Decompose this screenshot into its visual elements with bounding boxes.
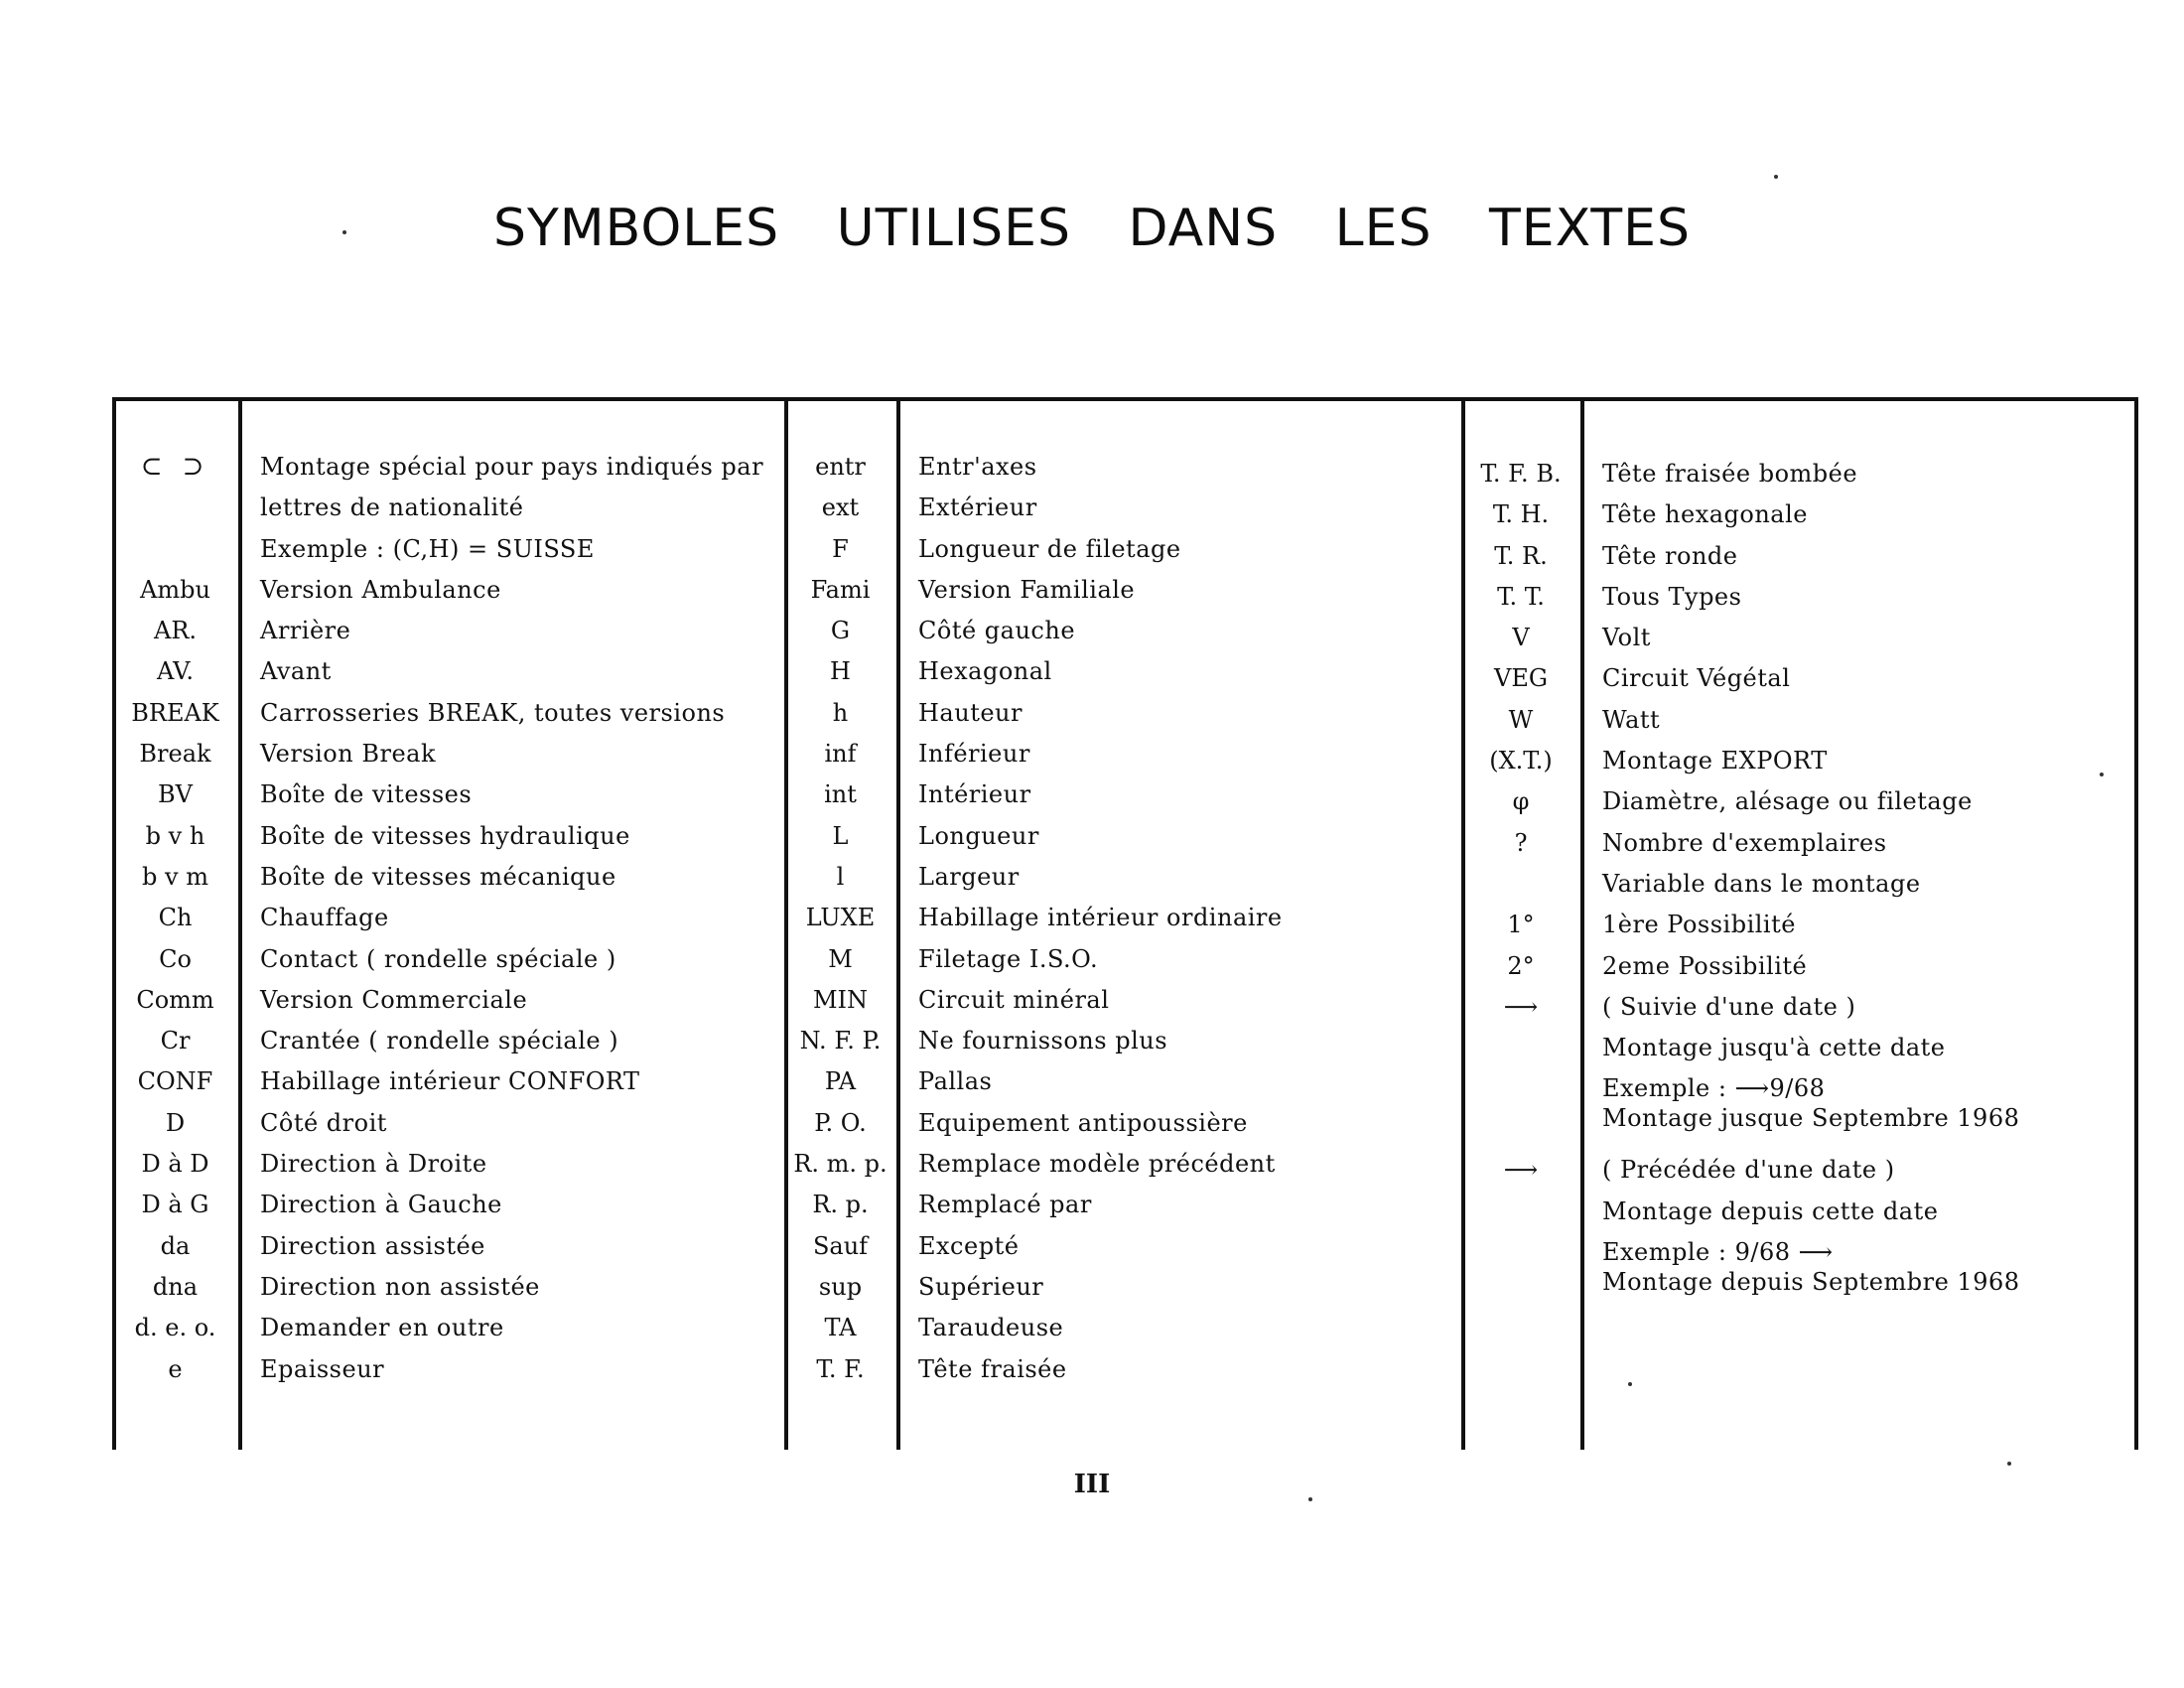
table-row [784,821,1283,862]
row-symbol: P. O. [814,1108,867,1137]
table-row [1461,705,2020,746]
table-row [112,1190,763,1230]
scan-speck [2007,1462,2011,1466]
table-row [112,985,763,1026]
table-row [112,616,763,656]
table-row [784,985,1283,1026]
scan-speck [2100,773,2104,776]
row-symbol: V [1512,624,1530,652]
row-desc: Contact ( rondelle spéciale ) [260,944,616,973]
row-desc: 2eme Possibilité [1602,951,1808,980]
row-desc: Excepté [918,1231,1020,1260]
table-row [112,1026,763,1066]
row-symbol: Sauf [812,1231,869,1260]
diameter-icon: φ [1512,787,1530,816]
row-symbol: D à D [141,1150,209,1179]
row-symbol: PA [824,1067,857,1096]
row-symbol: BREAK [131,698,219,727]
row-symbol: T. R. [1494,541,1548,570]
table-row [112,944,763,985]
table-row [1461,1237,2020,1267]
row-desc: Montage jusque Septembre 1968 [1602,1104,2020,1133]
table-row [112,903,763,943]
table-row [1461,910,2020,950]
row-symbol: BV [158,780,193,809]
table-row [784,1313,1283,1353]
row-desc: Inférieur [918,740,1030,769]
row-symbol: Ambu [140,575,210,604]
row-symbol: Cr [160,1027,191,1055]
row-desc: Tous Types [1602,582,1742,611]
table-row [112,1272,763,1313]
row-symbol: AR. [153,617,198,645]
table-row [784,1108,1283,1149]
table-row [1461,541,2020,582]
row-desc: Hexagonal [918,657,1052,686]
row-desc: Exemple : ⟶9/68 [1602,1074,1826,1103]
table-row [112,534,763,575]
row-desc: Montage EXPORT [1602,747,1828,775]
row-desc: Tête ronde [1602,541,1738,570]
row-desc: Avant [260,657,332,686]
table-row [1461,869,2020,910]
row-symbol: T. F. [816,1354,865,1383]
scan-speck [342,230,346,234]
bracket-icon: ⊂ ⊃ [140,452,210,482]
table-row [784,698,1283,739]
table-row [784,575,1283,616]
row-desc: Direction assistée [260,1231,485,1260]
row-symbol: h [832,698,849,727]
table-row [112,1066,763,1107]
row-symbol: Co [159,944,192,973]
row-desc: Boîte de vitesses hydraulique [260,821,630,850]
row-desc: Version Break [260,740,436,769]
row-symbol: L [832,821,849,850]
row-desc: Demander en outre [260,1314,504,1342]
row-desc: Habillage intérieur ordinaire [918,904,1283,932]
symbols-column-1 [112,452,763,1395]
table-row [112,739,763,779]
table-row [784,739,1283,779]
table-row [784,452,1283,492]
row-symbol: b v h [145,821,205,850]
row-symbol: T. T. [1497,582,1545,611]
table-row [112,1313,763,1353]
row-symbol: D à G [141,1191,209,1219]
scan-speck [1308,1497,1312,1501]
row-desc: 1ère Possibilité [1602,911,1796,939]
row-desc: Tête fraisée bombée [1602,460,1858,488]
row-symbol: (X.T.) [1489,747,1553,775]
table-row [112,862,763,903]
row-desc: Longueur [918,821,1039,850]
row-desc: Hauteur [918,698,1023,727]
row-symbol: 1° [1507,911,1535,939]
row-symbol: AV. [157,657,194,686]
row-desc: Longueur de filetage [918,534,1181,563]
table-row [784,534,1283,575]
row-symbol: Fami [810,575,871,604]
row-symbol: T. F. B. [1480,460,1562,488]
table-row [1461,459,2020,499]
table-row [1461,623,2020,663]
row-symbol: G [830,617,851,645]
table-row [784,903,1283,943]
row-desc: Exemple : 9/68 ⟶ [1602,1238,1834,1267]
table-row [1461,1196,2020,1237]
row-desc: Largeur [918,862,1020,891]
table-row [1461,1155,2020,1196]
row-desc: Tête fraisée [918,1354,1067,1383]
table-row [112,1108,763,1149]
row-desc: Version Commerciale [260,985,528,1014]
row-desc: Exemple : (C,H) = SUISSE [260,534,595,563]
table-row [784,1190,1283,1230]
table-row [112,1149,763,1190]
row-desc: Equipement antipoussière [918,1108,1248,1137]
row-desc: Montage spécial pour pays indiqués par [260,453,764,481]
row-desc: Epaisseur [260,1354,385,1383]
row-desc: Direction à Droite [260,1150,487,1179]
row-symbol: D [165,1108,186,1137]
table-row [1461,582,2020,623]
row-symbol: inf [824,740,857,769]
table-divider [2134,397,2138,1450]
scan-speck [1628,1382,1632,1386]
row-desc: lettres de nationalité [260,493,524,522]
row-desc: Montage depuis cette date [1602,1196,1939,1225]
row-desc: Pallas [918,1067,993,1096]
table-row [784,492,1283,533]
row-desc: Chauffage [260,904,389,932]
row-desc: Filetage I.S.O. [918,944,1099,973]
table-row [784,1272,1283,1313]
table-row [112,821,763,862]
row-desc: Entr'axes [918,453,1037,481]
row-desc: Remplace modèle précédent [918,1150,1276,1179]
table-row [112,1354,763,1395]
row-desc: Extérieur [918,493,1037,522]
row-desc: Carrosseries BREAK, toutes versions [260,698,726,727]
row-desc: Nombre d'exemplaires [1602,828,1887,857]
table-row [1461,951,2020,992]
row-desc: ( Précédée d'une date ) [1602,1156,1895,1185]
row-symbol: ext [821,493,860,522]
table-row [784,656,1283,697]
table-row [784,944,1283,985]
table-row [1461,1033,2020,1073]
row-desc: Boîte de vitesses [260,780,473,809]
table-row [112,1231,763,1272]
row-desc: Ne fournissons plus [918,1027,1168,1055]
row-symbol: T. H. [1492,500,1550,529]
table-row [784,862,1283,903]
row-desc: Variable dans le montage [1602,869,1921,898]
table-row [112,452,763,492]
table-row [784,1354,1283,1395]
row-symbol: F [832,534,849,563]
row-symbol: R. m. p. [793,1150,887,1179]
row-symbol: ? [1514,828,1528,857]
row-symbol: e [168,1354,183,1383]
arrow-right-icon: ⟶ [1503,992,1539,1021]
row-desc: Côté gauche [918,617,1076,645]
row-desc: Circuit minéral [918,985,1110,1014]
table-row [1461,1073,2020,1103]
row-symbol: dna [152,1272,199,1301]
row-symbol: MIN [812,985,869,1014]
row-symbol: da [160,1231,191,1260]
page-number: III [1073,1470,1111,1499]
row-symbol: l [836,862,845,891]
table-row [784,1149,1283,1190]
row-desc: Côté droit [260,1108,387,1137]
row-symbol: LUXE [805,904,876,932]
row-symbol: b v m [142,862,208,891]
row-symbol: N. F. P. [799,1027,882,1055]
row-symbol: d. e. o. [134,1314,216,1342]
row-desc: Remplacé par [918,1191,1092,1219]
symbols-column-2 [784,452,1283,1395]
table-row [1461,786,2020,827]
arrow-right-icon: ⟶ [1503,1156,1539,1185]
row-symbol: sup [818,1272,863,1301]
row-desc: Direction à Gauche [260,1191,502,1219]
row-desc: Montage depuis Septembre 1968 [1602,1268,2020,1297]
row-desc: Diamètre, alésage ou filetage [1602,787,1973,816]
row-symbol: 2° [1507,951,1535,980]
row-desc: ( Suivie d'une date ) [1602,992,1856,1021]
table-row [112,575,763,616]
row-symbol: Break [139,740,211,769]
row-desc: Watt [1602,705,1661,734]
table-row [784,1066,1283,1107]
row-desc: Tête hexagonale [1602,500,1808,529]
page-title: SYMBOLES UTILISES DANS LES TEXTES [492,199,1691,258]
row-symbol: W [1508,705,1534,734]
row-symbol: H [830,657,851,686]
row-desc: Volt [1602,624,1651,652]
table-row [1461,746,2020,786]
row-desc: Version Ambulance [260,575,501,604]
row-desc: Direction non assistée [260,1272,540,1301]
row-desc: Version Familiale [918,575,1136,604]
row-desc: Montage jusqu'à cette date [1602,1034,1946,1062]
table-row [112,779,763,820]
row-desc: Supérieur [918,1272,1044,1301]
row-symbol: entr [815,453,866,481]
row-symbol: R. p. [812,1191,869,1219]
row-desc: Taraudeuse [918,1314,1064,1342]
table-row [784,1231,1283,1272]
row-desc: Arrière [260,617,351,645]
row-symbol: CONF [137,1067,213,1096]
table-row [1461,1103,2020,1155]
row-symbol: Comm [136,985,214,1014]
table-row [112,656,763,697]
table-row [1461,499,2020,540]
symbols-column-3 [1461,459,2020,1308]
row-desc: Intérieur [918,780,1031,809]
table-row [1461,663,2020,704]
table-row [784,616,1283,656]
row-desc: Circuit Végétal [1602,664,1791,693]
table-row [784,779,1283,820]
row-symbol: Ch [158,904,193,932]
row-symbol: M [828,944,853,973]
table-row [1461,1267,2020,1308]
row-symbol: TA [824,1314,857,1342]
row-desc: Habillage intérieur CONFORT [260,1067,640,1096]
row-symbol: VEG [1493,664,1549,693]
table-row [112,492,763,533]
row-desc: Boîte de vitesses mécanique [260,862,616,891]
table-row [1461,992,2020,1033]
table-row [784,1026,1283,1066]
table-row [1461,828,2020,869]
row-symbol: int [824,780,857,809]
table-row [112,698,763,739]
scan-speck [1774,175,1778,179]
row-desc: Crantée ( rondelle spéciale ) [260,1027,619,1055]
